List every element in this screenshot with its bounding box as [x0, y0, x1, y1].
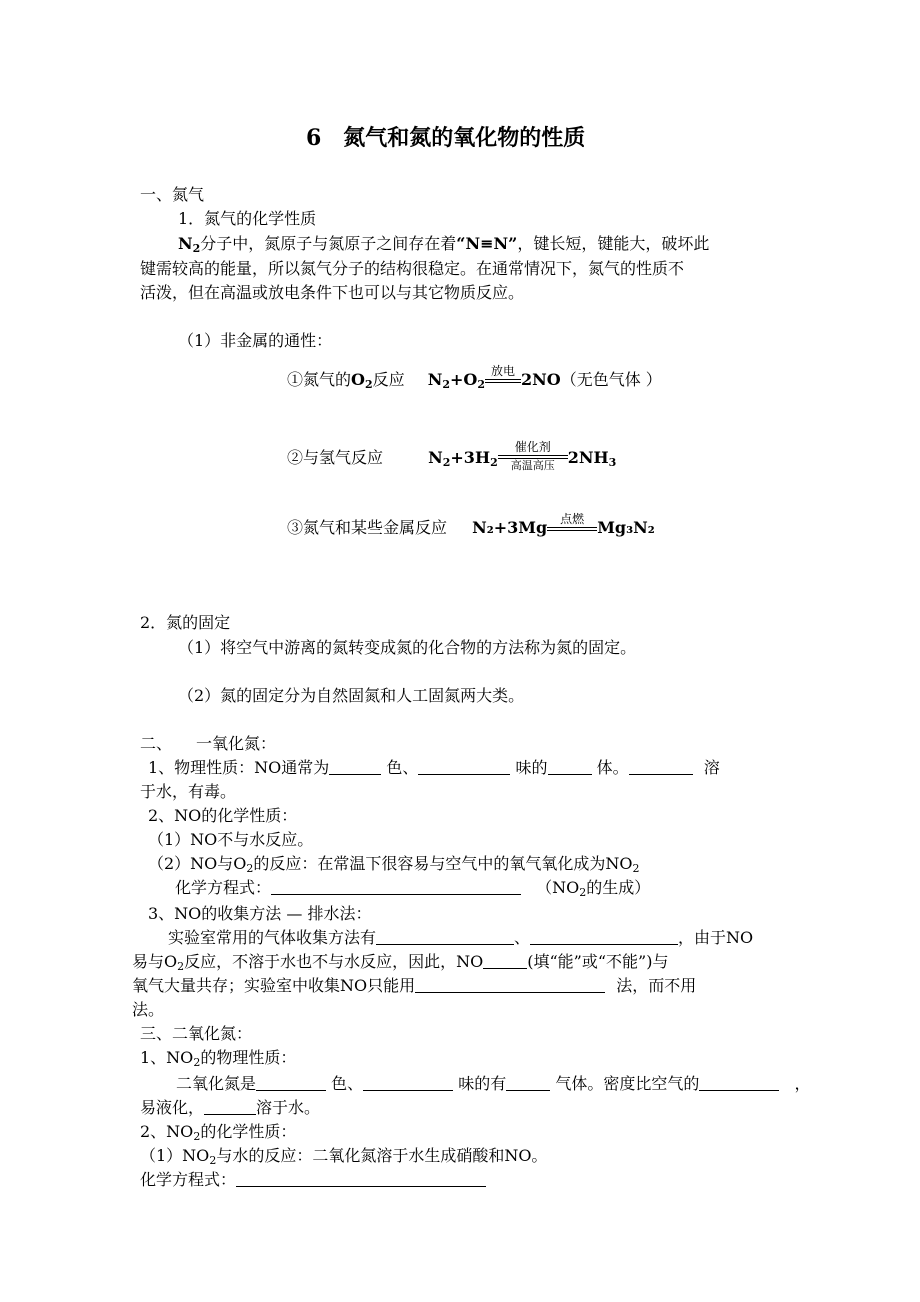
paragraph-line-1 [178, 234, 709, 254]
blank-line[interactable] [699, 1074, 779, 1091]
o2-symbol: O [463, 370, 478, 389]
no2-equation [140, 1170, 486, 1190]
no2-water-reaction [140, 1146, 547, 1166]
text: 易液化， [140, 1098, 205, 1117]
subscript: 2 [246, 862, 254, 875]
no-equation [175, 878, 650, 898]
subscript: 2 [442, 456, 451, 469]
text: 1、物理性质：NO通常为 [148, 758, 330, 777]
text: 与水的反应：二氧化氮溶于水生成硝酸和NO。 [216, 1146, 548, 1165]
fixation-1: （1）将空气中游离的氮转变成氮的化合物的方法称为氮的固定。 [178, 638, 637, 657]
condition-equals [547, 513, 597, 532]
nonmetal-heading: （1）非金属的通性： [178, 331, 333, 350]
text: 法，而不用 [616, 976, 697, 995]
product: Mg₃N₂ [597, 518, 655, 537]
subscript: 2 [442, 378, 450, 391]
text: 氧气大量共存；实验室中收集NO只能用 [132, 976, 416, 995]
blank-line[interactable] [530, 928, 678, 945]
plus-sign: +3 [450, 448, 475, 467]
paragraph-line-3: 活泼，但在高温或放电条件下也可以与其它物质反应。 [140, 283, 525, 302]
no2-physical-line-2 [140, 1098, 320, 1118]
no-lab-line-2 [132, 952, 668, 972]
no2-physical-heading [140, 1048, 296, 1068]
subscript: 2 [177, 960, 185, 973]
blank-line[interactable] [363, 1074, 453, 1091]
reaction-n2-h2 [287, 440, 617, 474]
subscript: 2 [193, 1056, 201, 1069]
no2-chemical-heading [140, 1122, 296, 1142]
subscript: 2 [632, 862, 640, 875]
condition-text: 放电 [490, 364, 515, 378]
condition-top: 催化剂 [514, 440, 551, 454]
blank-line[interactable] [415, 976, 605, 993]
no-chemical-heading: 2、NO的化学性质： [148, 806, 298, 825]
section3-heading: 三、二氧化氮： [140, 1024, 253, 1043]
subscript: 2 [364, 378, 373, 391]
text: （2）NO与O [148, 854, 247, 873]
blank-line[interactable] [483, 952, 527, 969]
blank-line[interactable] [376, 928, 514, 945]
text: 易与O [132, 952, 178, 971]
n2-symbol: N [178, 234, 193, 253]
product: 2NH [567, 448, 609, 467]
blank-line [629, 758, 693, 775]
no-physical-line-2: 于水，有毒。 [140, 782, 237, 801]
page-title: 6 氮气和氮的氧化物的性质 [306, 125, 586, 151]
subscript: 2 [192, 242, 201, 255]
text: （1）NO [140, 1146, 210, 1165]
text: ，由于NO [678, 928, 754, 947]
paragraph-text: ，键长短，键能大，破坏此 [517, 234, 710, 253]
h2-symbol: H [474, 448, 491, 467]
blank-line[interactable] [256, 1074, 326, 1091]
no-collect-heading: 3、NO的收集方法 — 排水法： [148, 904, 372, 923]
subsection1-title: 1．氮气的化学性质 [178, 209, 317, 228]
text: 溶 [703, 758, 720, 777]
text: 反应，不溶于水也不与水反应，因此，NO [184, 952, 484, 971]
product: 2NO [521, 370, 561, 389]
text: ， [794, 1074, 811, 1093]
text: 化学方程式： [175, 878, 272, 897]
subsection2-title: 2．氮的固定 [140, 613, 231, 632]
text: 气体。密度比空气的 [555, 1074, 700, 1093]
reaction-label: 反应 [372, 370, 405, 389]
text: (填“能”或“不能”)与 [527, 952, 669, 971]
text: 、 [514, 928, 531, 947]
text: 的物理性质： [200, 1048, 297, 1067]
o2-symbol: O [351, 370, 365, 389]
text: 色、 [331, 1074, 364, 1093]
no-chem-1: （1）NO不与水反应。 [148, 830, 314, 849]
text: 的反应：在常温下很容易与空气中的氧气氧化成为NO [253, 854, 633, 873]
condition-reversible [498, 441, 568, 472]
text: 1、NO [140, 1048, 194, 1067]
n2-symbol: N [428, 448, 443, 467]
reaction-note: （无色气体 ） [560, 370, 662, 389]
equation-blank[interactable] [271, 878, 521, 895]
equals-sign [485, 379, 521, 383]
text: 2、NO [140, 1122, 194, 1141]
text: 化学方程式： [140, 1170, 237, 1189]
text: 体。 [596, 758, 629, 777]
reaction-label: ①氮气的 [287, 370, 352, 389]
paragraph-text: 分子中，氮原子与氮原子之间存在着 [200, 234, 457, 253]
reactant: N₂+3Mg [472, 518, 548, 537]
reaction-label: ②与氢气反应 [287, 448, 384, 467]
no-lab-line-1 [168, 928, 753, 948]
reversible-arrow [498, 454, 568, 460]
text: 的生成） [586, 878, 651, 897]
reaction-n2-o2 [287, 364, 662, 393]
text: 味的有 [458, 1074, 507, 1093]
no-physical-line-1 [148, 758, 720, 778]
text: （NO [536, 878, 580, 897]
no-lab-line-3 [132, 976, 696, 996]
reaction-n2-mg [287, 512, 655, 541]
text: 二氧化氮是 [176, 1074, 257, 1093]
section2-heading: 二、 一氧化氮： [140, 734, 277, 753]
blank-line[interactable] [506, 1074, 550, 1091]
n2-symbol: N [427, 370, 443, 389]
condition-equals [485, 365, 521, 384]
subscript: 3 [608, 456, 617, 469]
section1-heading: 一、氮气 [140, 185, 205, 204]
blank-line [548, 758, 592, 775]
plus-sign: + [450, 370, 464, 389]
equals-sign [547, 527, 597, 531]
subscript: 2 [193, 1130, 201, 1143]
subscript: 2 [477, 378, 485, 391]
equation-blank[interactable] [236, 1170, 486, 1187]
reaction-label: ③氮气和某些金属反应 [287, 518, 448, 537]
subscript: 2 [579, 886, 587, 899]
blank-line [418, 758, 510, 775]
fixation-2: （2）氮的固定分为自然固氮和人工固氮两大类。 [178, 686, 525, 705]
text: 实验室常用的气体收集方法有 [168, 928, 377, 947]
text: 味的 [515, 758, 548, 777]
text: 色、 [386, 758, 419, 777]
no-chem-2 [148, 854, 640, 874]
text: 的化学性质： [200, 1122, 297, 1141]
no-lab-line-4: 法。 [132, 1000, 165, 1019]
condition-bottom: 高温高压 [510, 459, 555, 472]
condition-text: 点燃 [560, 512, 585, 526]
triple-bond: “N≡N” [456, 234, 518, 253]
blank-line [329, 758, 381, 775]
subscript: 2 [209, 1154, 217, 1167]
subscript: 2 [490, 456, 498, 469]
text: 溶于水。 [256, 1098, 321, 1117]
no2-physical-line-1 [176, 1074, 810, 1094]
blank-line[interactable] [204, 1098, 256, 1115]
paragraph-line-2: 键需较高的能量，所以氮气分子的结构很稳定。在通常情况下，氮气的性质不 [140, 259, 685, 278]
